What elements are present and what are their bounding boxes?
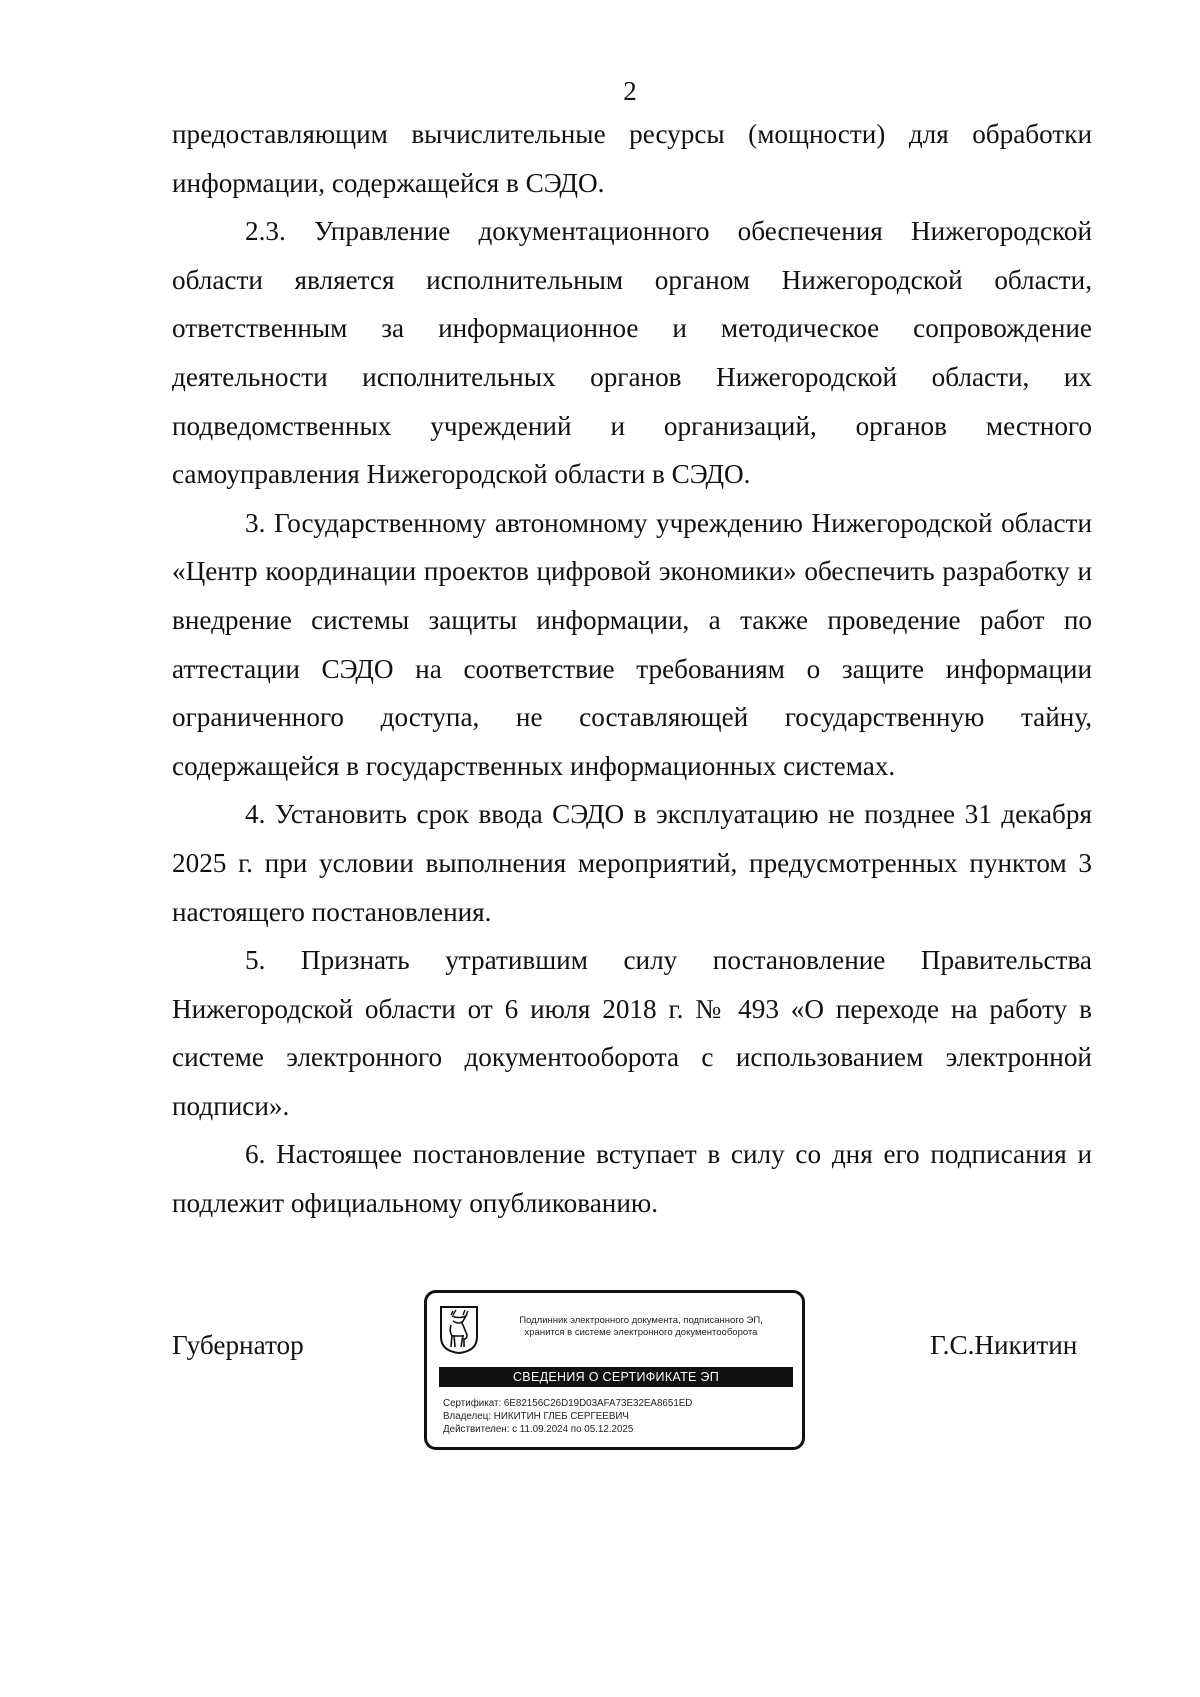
stamp-caption	[491, 1315, 791, 1339]
stamp-caption-line: хранится в системе электронного документооборота	[524, 1327, 758, 1338]
paragraph-4: 4. Установить срок ввода СЭДО в эксплуатацию не позднее 31 декабря 2025 г. при условии выполнения мероприятий, предусмотренных пунктом 3 настоящего постановления.	[172, 799, 1092, 927]
electronic-signature-stamp	[424, 1290, 805, 1450]
page-number: 2	[623, 76, 637, 106]
paragraph-2-3: 2.3. Управление документационного обеспечения Нижегородской области является исполнительным органом Нижегородской области, ответственным за информационное и методическое сопровождение деятельности исполнительных органов Нижегородской области, их подведомственных учреждений и организаций, органов местного самоуправления Нижегородской области в СЭДО.	[172, 216, 1092, 490]
deer-emblem-icon	[439, 1305, 479, 1355]
certificate-number: Сертификат: 6E82156C26D19D03AFA73E32EA8651ED	[443, 1398, 693, 1409]
stamp-header: СВЕДЕНИЯ О СЕРТИФИКАТЕ ЭП	[439, 1367, 793, 1387]
signature-block	[0, 1290, 1200, 1470]
certificate-owner: Владелец: НИКИТИН ГЛЕБ СЕРГЕЕВИЧ	[443, 1411, 629, 1422]
document-body	[172, 110, 1092, 1228]
stamp-caption-line: Подлинник электронного документа, подписанного ЭП,	[519, 1315, 763, 1326]
certificate-details	[443, 1397, 692, 1436]
paragraph-5: 5. Признать утратившим силу постановление Правительства Нижегородской области от 6 июля 2018 г. № 493 «О переходе на работу в системе электронного документооборота с использованием электронной подписи».	[172, 945, 1092, 1121]
paragraph-6: 6. Настоящее постановление вступает в силу со дня его подписания и подлежит официальному опубликованию.	[172, 1139, 1092, 1219]
paragraph-continuation: предоставляющим вычислительные ресурсы (мощности) для обработки информации, содержащейся в СЭДО.	[172, 119, 1092, 198]
signer-position: Губернатор	[172, 1330, 304, 1360]
certificate-validity: Действителен: с 11.09.2024 по 05.12.2025	[443, 1424, 634, 1435]
paragraph-3: 3. Государственному автономному учреждению Нижегородской области «Центр координации проектов цифровой экономики» обеспечить разработку и внедрение системы защиты информации, а также проведение работ по аттестации СЭДО на соответствие требованиям о защите информации ограниченного доступа, не составляющей государственную тайну, содержащейся в государственных информационных системах.	[172, 507, 1092, 781]
signer-name: Г.С.Никитин	[930, 1330, 1078, 1360]
